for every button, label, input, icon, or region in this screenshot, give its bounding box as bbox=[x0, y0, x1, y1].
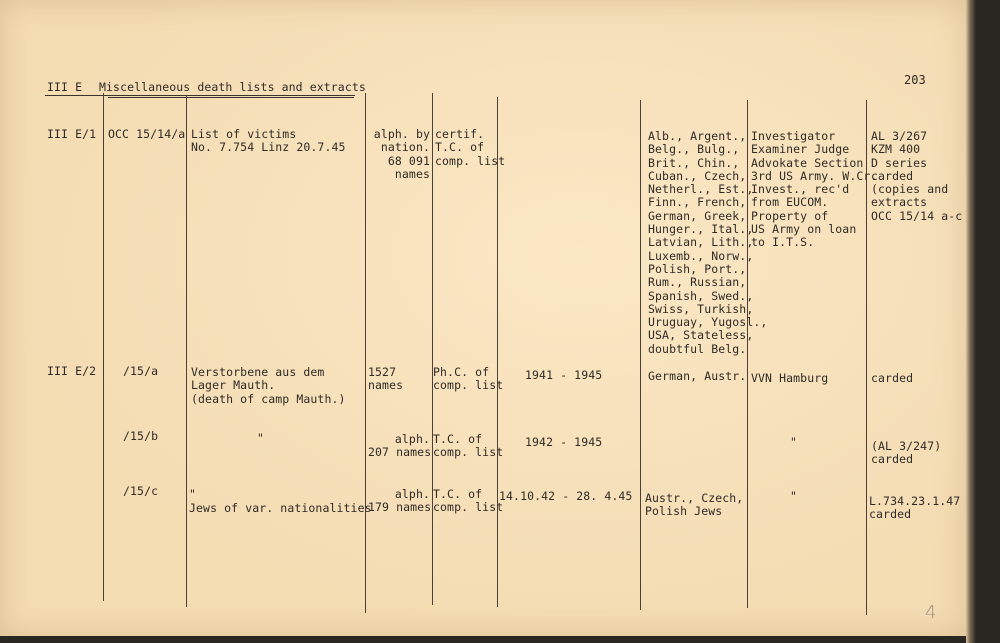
signature: /15/b bbox=[123, 429, 159, 443]
description: Verstorbene aus dem Lager Mauth. (death of camp Mauth.) bbox=[191, 365, 346, 406]
document-type: certif. T.C. of comp. list bbox=[435, 127, 506, 168]
period: 14.10.42 - 28. 4.45 bbox=[499, 489, 633, 503]
remarks: AL 3/267 KZM 400 D series carded (copies and extracts OCC 15/14 a-c bbox=[871, 129, 963, 223]
period: 1941 - 1945 bbox=[525, 368, 603, 382]
period: 1942 - 1945 bbox=[525, 435, 603, 449]
remarks: L.734.23.1.47 carded bbox=[869, 494, 961, 522]
reference-code: III E/1 bbox=[47, 127, 97, 141]
arrangement: alph. 207 names bbox=[368, 432, 432, 460]
section-code: III E bbox=[47, 80, 83, 94]
document-type: T.C. of comp. list bbox=[433, 487, 504, 515]
nationalities: Austr., Czech, Polish Jews bbox=[645, 491, 744, 519]
remarks: carded bbox=[871, 371, 914, 385]
nationalities: German, Austr. bbox=[648, 369, 747, 383]
column-rule bbox=[640, 100, 641, 610]
signature: OCC 15/14/a bbox=[108, 127, 186, 141]
page-edge-shadow bbox=[966, 0, 1000, 643]
remarks: (AL 3/247) carded bbox=[871, 439, 942, 467]
heading-underline bbox=[45, 95, 355, 96]
heading-underline-2 bbox=[108, 97, 354, 98]
source: " bbox=[790, 489, 798, 503]
column-rule bbox=[432, 93, 433, 605]
description: " Jews of var. nationalities bbox=[189, 487, 372, 515]
arrangement: alph. 179 names bbox=[368, 487, 432, 515]
column-rule bbox=[365, 93, 366, 613]
arrangement: 1527 names bbox=[368, 365, 404, 393]
arrangement: alph. by nation. 68 091 names bbox=[373, 127, 430, 181]
section-title: Miscellaneous death lists and extracts bbox=[99, 80, 366, 94]
signature: /15/c bbox=[123, 484, 159, 498]
signature: /15/a bbox=[123, 364, 159, 378]
nationalities: Alb., Argent., Belg., Bulg., Brit., Chin., Cuban., Czech, Netherl., Est., Finn., French, German, Greek, Hunger., Ital., Latvian, Lith., Luxemb., Norw., Polish, Port., Rum., Russian, Spanish, Swed., Swiss, Turkish, Uruguay, Yugosl., USA, Stateless, doubtful Belg. bbox=[648, 129, 768, 356]
source: " bbox=[790, 435, 798, 449]
source: Investigator Examiner Judge Advokate Section 3rd US Army. W.Cr. Invest., rec'd from EUCOM. Property of US Army on loan to I.T.S. bbox=[751, 129, 878, 250]
page-number: 203 bbox=[904, 73, 926, 87]
pencil-page-mark: 4 bbox=[925, 602, 937, 623]
column-rule bbox=[103, 93, 104, 601]
source: VVN Hamburg bbox=[751, 371, 829, 385]
column-rule bbox=[497, 97, 498, 607]
document-type: Ph.C. of comp. list bbox=[433, 365, 504, 393]
description: " bbox=[257, 431, 265, 445]
document-type: T.C. of comp. list bbox=[433, 432, 504, 460]
reference-code: III E/2 bbox=[47, 364, 97, 378]
column-rule bbox=[186, 95, 187, 607]
description: List of victims No. 7.754 Linz 20.7.45 bbox=[191, 127, 346, 155]
